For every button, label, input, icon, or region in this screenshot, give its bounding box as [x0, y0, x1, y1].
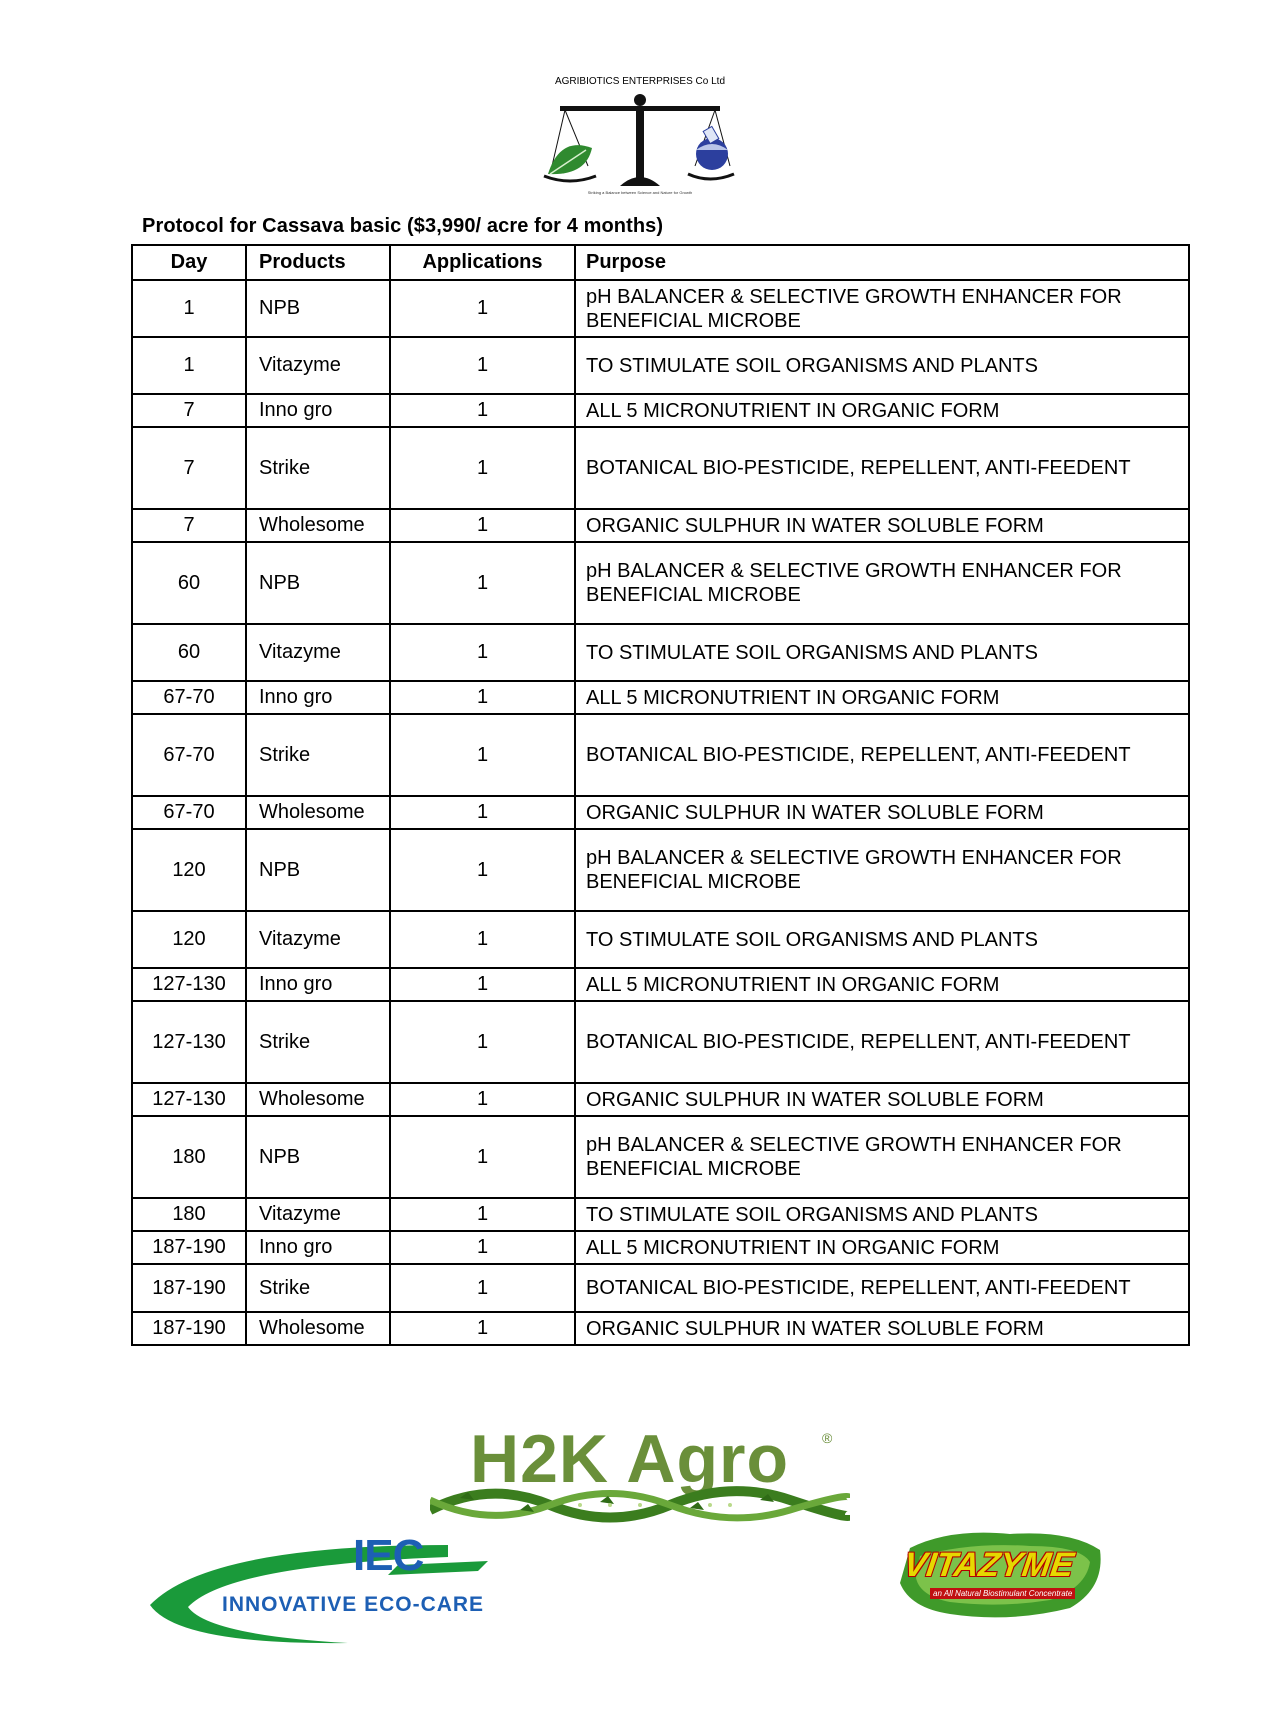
table-header-row — [132, 245, 1189, 280]
table-body — [132, 280, 1189, 1345]
table-row — [132, 1116, 1189, 1198]
cell-applications: 1 — [390, 1083, 575, 1116]
column-header-day: Day — [132, 245, 246, 280]
cell-day: 67-70 — [132, 796, 246, 829]
cell-purpose: pH BALANCER & SELECTIVE GROWTH ENHANCER FOR BENEFICIAL MICROBE — [575, 1116, 1189, 1198]
table-row — [132, 1231, 1189, 1264]
cell-applications: 1 — [390, 427, 575, 509]
cell-purpose: BOTANICAL BIO-PESTICIDE, REPELLENT, ANTI-FEEDENT — [575, 427, 1189, 509]
cell-purpose: TO STIMULATE SOIL ORGANISMS AND PLANTS — [575, 624, 1189, 681]
table-row — [132, 337, 1189, 394]
cell-applications: 1 — [390, 714, 575, 796]
cell-applications: 1 — [390, 509, 575, 542]
cell-day: 127-130 — [132, 1083, 246, 1116]
cell-applications: 1 — [390, 624, 575, 681]
cell-purpose: ORGANIC SULPHUR IN WATER SOLUBLE FORM — [575, 509, 1189, 542]
table-row — [132, 1001, 1189, 1083]
table-row — [132, 911, 1189, 968]
balance-scale-icon — [540, 88, 740, 193]
cell-day: 7 — [132, 427, 246, 509]
vitazyme-tagline: an All Natural Biostimulant Concentrate — [930, 1588, 1075, 1599]
cell-purpose: ALL 5 MICRONUTRIENT IN ORGANIC FORM — [575, 394, 1189, 427]
column-header-applications: Applications — [390, 245, 575, 280]
cell-purpose: ALL 5 MICRONUTRIENT IN ORGANIC FORM — [575, 681, 1189, 714]
iec-letters: IEC — [353, 1531, 424, 1580]
cell-product: Wholesome — [246, 1083, 390, 1116]
cell-purpose: ORGANIC SULPHUR IN WATER SOLUBLE FORM — [575, 796, 1189, 829]
cell-day: 187-190 — [132, 1231, 246, 1264]
cell-applications: 1 — [390, 1264, 575, 1312]
cell-applications: 1 — [390, 1116, 575, 1198]
cell-product: Wholesome — [246, 1312, 390, 1345]
iec-wordmark: INNOVATIVE ECO-CARE — [222, 1593, 485, 1616]
table-row — [132, 681, 1189, 714]
cell-day: 120 — [132, 829, 246, 911]
cell-purpose: BOTANICAL BIO-PESTICIDE, REPELLENT, ANTI-FEEDENT — [575, 1001, 1189, 1083]
cell-applications: 1 — [390, 1231, 575, 1264]
agribiotics-logo — [540, 70, 740, 205]
registered-mark: ® — [822, 1430, 833, 1446]
cell-day: 127-130 — [132, 1001, 246, 1083]
table-row — [132, 542, 1189, 624]
dna-helix-icon — [430, 1480, 850, 1530]
cell-purpose: TO STIMULATE SOIL ORGANISMS AND PLANTS — [575, 337, 1189, 394]
company-name: AGRIBIOTICS ENTERPRISES Co Ltd — [554, 76, 726, 87]
cell-product: Strike — [246, 1264, 390, 1312]
cell-product: Vitazyme — [246, 624, 390, 681]
cell-product: Inno gro — [246, 968, 390, 1001]
cell-day: 187-190 — [132, 1264, 246, 1312]
cell-day: 187-190 — [132, 1312, 246, 1345]
table-row — [132, 394, 1189, 427]
table-row — [132, 1312, 1189, 1345]
cell-purpose: ALL 5 MICRONUTRIENT IN ORGANIC FORM — [575, 968, 1189, 1001]
cell-product: Strike — [246, 714, 390, 796]
cell-product: Inno gro — [246, 681, 390, 714]
cell-product: Wholesome — [246, 796, 390, 829]
cell-product: Vitazyme — [246, 1198, 390, 1231]
table-row — [132, 624, 1189, 681]
cell-day: 67-70 — [132, 681, 246, 714]
cell-product: Strike — [246, 427, 390, 509]
table-row — [132, 714, 1189, 796]
cell-applications: 1 — [390, 681, 575, 714]
cell-day: 67-70 — [132, 714, 246, 796]
cell-applications: 1 — [390, 911, 575, 968]
cell-purpose: TO STIMULATE SOIL ORGANISMS AND PLANTS — [575, 1198, 1189, 1231]
cell-product: Vitazyme — [246, 911, 390, 968]
table-row — [132, 280, 1189, 337]
cell-product: Wholesome — [246, 509, 390, 542]
cell-product: NPB — [246, 280, 390, 337]
cell-product: Inno gro — [246, 1231, 390, 1264]
cell-purpose: ALL 5 MICRONUTRIENT IN ORGANIC FORM — [575, 1231, 1189, 1264]
cell-day: 180 — [132, 1116, 246, 1198]
cell-applications: 1 — [390, 1198, 575, 1231]
cell-purpose: BOTANICAL BIO-PESTICIDE, REPELLENT, ANTI-FEEDENT — [575, 1264, 1189, 1312]
cell-day: 120 — [132, 911, 246, 968]
cell-purpose: pH BALANCER & SELECTIVE GROWTH ENHANCER FOR BENEFICIAL MICROBE — [575, 542, 1189, 624]
cell-applications: 1 — [390, 394, 575, 427]
cell-purpose: ORGANIC SULPHUR IN WATER SOLUBLE FORM — [575, 1083, 1189, 1116]
vitazyme-wordmark: VITAZYME — [901, 1546, 1077, 1584]
cell-day: 180 — [132, 1198, 246, 1231]
cell-product: NPB — [246, 542, 390, 624]
innovative-eco-care-logo — [148, 1525, 508, 1665]
cell-applications: 1 — [390, 968, 575, 1001]
cell-product: Inno gro — [246, 394, 390, 427]
cell-day: 7 — [132, 394, 246, 427]
document-title: Protocol for Cassava basic ($3,990/ acre for 4 months) — [142, 215, 664, 237]
table-row — [132, 796, 1189, 829]
column-header-products: Products — [246, 245, 390, 280]
cell-applications: 1 — [390, 1001, 575, 1083]
cell-purpose: pH BALANCER & SELECTIVE GROWTH ENHANCER FOR BENEFICIAL MICROBE — [575, 829, 1189, 911]
company-tagline: Striking a Balance between Science and Nature for Growth — [587, 190, 693, 195]
cell-purpose: ORGANIC SULPHUR IN WATER SOLUBLE FORM — [575, 1312, 1189, 1345]
table-row — [132, 427, 1189, 509]
cell-day: 7 — [132, 509, 246, 542]
cell-purpose: BOTANICAL BIO-PESTICIDE, REPELLENT, ANTI-FEEDENT — [575, 714, 1189, 796]
h2k-agro-wordmark: H2K Agro — [470, 1421, 790, 1497]
cell-day: 60 — [132, 542, 246, 624]
cell-applications: 1 — [390, 796, 575, 829]
protocol-table — [131, 244, 1190, 1346]
table-row — [132, 1083, 1189, 1116]
table-row — [132, 829, 1189, 911]
cell-applications: 1 — [390, 280, 575, 337]
column-header-purpose: Purpose — [575, 245, 1189, 280]
cell-product: Vitazyme — [246, 337, 390, 394]
cell-day: 1 — [132, 337, 246, 394]
h2k-agro-logo — [430, 1420, 850, 1530]
cell-day: 127-130 — [132, 968, 246, 1001]
cell-day: 1 — [132, 280, 246, 337]
cell-applications: 1 — [390, 829, 575, 911]
cell-product: NPB — [246, 1116, 390, 1198]
cell-applications: 1 — [390, 1312, 575, 1345]
table-row — [132, 509, 1189, 542]
cell-applications: 1 — [390, 542, 575, 624]
cell-purpose: TO STIMULATE SOIL ORGANISMS AND PLANTS — [575, 911, 1189, 968]
cell-product: NPB — [246, 829, 390, 911]
cell-applications: 1 — [390, 337, 575, 394]
cell-purpose: pH BALANCER & SELECTIVE GROWTH ENHANCER FOR BENEFICIAL MICROBE — [575, 280, 1189, 337]
table-row — [132, 968, 1189, 1001]
table-row — [132, 1264, 1189, 1312]
cell-product: Strike — [246, 1001, 390, 1083]
vitazyme-logo — [890, 1528, 1110, 1623]
cell-day: 60 — [132, 624, 246, 681]
table-row — [132, 1198, 1189, 1231]
